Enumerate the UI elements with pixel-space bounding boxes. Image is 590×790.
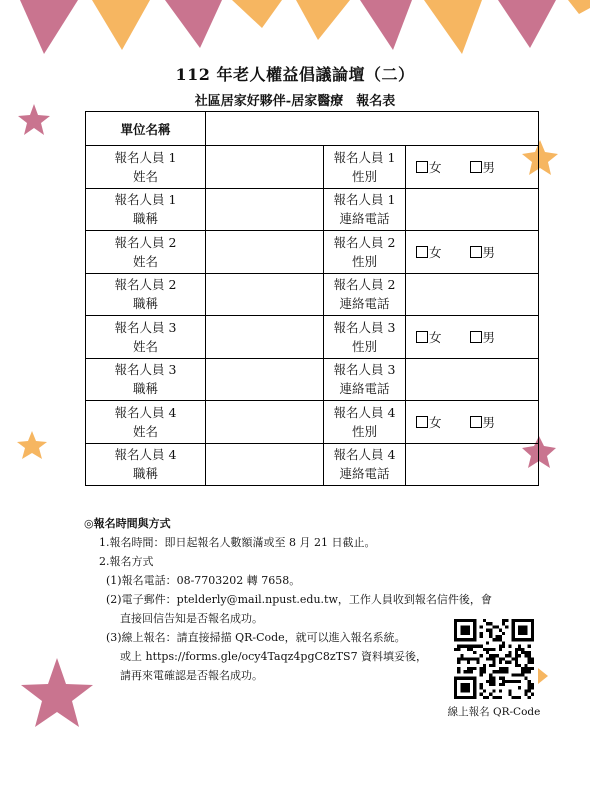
star-orange-left	[17, 431, 47, 459]
male-checkbox[interactable]	[470, 161, 482, 173]
info-heading: ◎報名時間與方式	[84, 517, 171, 530]
member-4-name-row	[86, 401, 539, 444]
member-name-field[interactable]	[206, 401, 324, 444]
member-3-title-row	[86, 358, 539, 401]
member-phone-label: 報名人員 3 連絡電話	[324, 358, 406, 401]
member-gender-label: 報名人員 3 性別	[324, 316, 406, 359]
male-checkbox[interactable]	[470, 416, 482, 428]
member-title-label: 報名人員 3 職稱	[86, 358, 206, 401]
male-checkbox[interactable]	[470, 246, 482, 258]
member-phone-label: 報名人員 1 連絡電話	[324, 188, 406, 231]
member-title-label: 報名人員 1 職稱	[86, 188, 206, 231]
registration-info	[84, 514, 492, 685]
member-gender-label: 報名人員 4 性別	[324, 401, 406, 444]
unit-label: 單位名稱	[86, 112, 206, 146]
member-title-label: 報名人員 4 職稱	[86, 443, 206, 486]
member-title-field[interactable]	[206, 443, 324, 486]
email-method: (2)電子郵件：ptelderly@mail.npust.edu.tw，工作人員收到報名信件後，會	[106, 593, 492, 606]
member-name-field[interactable]	[206, 231, 324, 274]
member-4-title-row	[86, 443, 539, 486]
member-name-field[interactable]	[206, 146, 324, 189]
member-title-field[interactable]	[206, 188, 324, 231]
member-phone-label: 報名人員 4 連絡電話	[324, 443, 406, 486]
male-option[interactable]: 男	[470, 158, 496, 176]
member-1-title-row	[86, 188, 539, 231]
member-name-label: 報名人員 1 姓名	[86, 146, 206, 189]
female-checkbox[interactable]	[416, 246, 428, 258]
member-title-field[interactable]	[206, 358, 324, 401]
member-phone-field[interactable]	[406, 273, 539, 316]
member-2-name-row	[86, 231, 539, 274]
member-1-name-row	[86, 146, 539, 189]
member-phone-field[interactable]	[406, 443, 539, 486]
registration-time: 1.報名時間：即日起報名人數額滿或至 8 月 21 日截止。	[99, 536, 376, 549]
star-pink-large	[21, 658, 93, 727]
online-method: (3)線上報名：請直接掃描 QR-Code，就可以進入報名系統。	[106, 631, 406, 644]
email-method-cont: 直接回信告知是否報名成功。	[120, 612, 263, 625]
male-option[interactable]: 男	[470, 243, 496, 261]
member-phone-label: 報名人員 2 連絡電話	[324, 273, 406, 316]
member-title-field[interactable]	[206, 273, 324, 316]
member-gender-options	[406, 146, 539, 189]
member-gender-label: 報名人員 2 性別	[324, 231, 406, 274]
female-option[interactable]: 女	[416, 243, 442, 261]
member-name-label: 報名人員 4 姓名	[86, 401, 206, 444]
male-checkbox[interactable]	[470, 331, 482, 343]
page-subtitle: 社區居家好夥伴-居家醫療 報名表	[194, 94, 396, 109]
female-checkbox[interactable]	[416, 416, 428, 428]
member-gender-options	[406, 231, 539, 274]
qr-caption: 線上報名 QR-Code	[447, 706, 541, 718]
female-checkbox[interactable]	[416, 161, 428, 173]
triangle-orange	[538, 668, 548, 684]
member-name-label: 報名人員 3 姓名	[86, 316, 206, 359]
female-option[interactable]: 女	[416, 328, 442, 346]
unit-field[interactable]	[206, 112, 539, 146]
female-option[interactable]: 女	[416, 413, 442, 431]
registration-form	[85, 111, 539, 486]
male-option[interactable]: 男	[470, 413, 496, 431]
member-name-field[interactable]	[206, 316, 324, 359]
unit-row	[86, 112, 539, 146]
bunting-flags	[20, 0, 590, 54]
member-gender-label: 報名人員 1 性別	[324, 146, 406, 189]
member-name-label: 報名人員 2 姓名	[86, 231, 206, 274]
online-method-url: 或上 https://forms.gle/ocy4Taqz4pgC8zTS7 資料填妥後，	[120, 650, 428, 663]
member-phone-field[interactable]	[406, 188, 539, 231]
phone-method: (1)報名電話：08-7703202 轉 7658。	[106, 574, 301, 587]
member-gender-options	[406, 401, 539, 444]
member-gender-options	[406, 316, 539, 359]
online-method-confirm: 請再來電確認是否報名成功。	[120, 669, 263, 682]
member-phone-field[interactable]	[406, 358, 539, 401]
method-heading: 2.報名方式	[99, 555, 154, 568]
male-option[interactable]: 男	[470, 328, 496, 346]
female-checkbox[interactable]	[416, 331, 428, 343]
qr-code[interactable]	[454, 619, 534, 699]
member-title-label: 報名人員 2 職稱	[86, 273, 206, 316]
page-title: 112 年老人權益倡議論壇（二）	[175, 65, 415, 84]
female-option[interactable]: 女	[416, 158, 442, 176]
member-2-title-row	[86, 273, 539, 316]
member-3-name-row	[86, 316, 539, 359]
